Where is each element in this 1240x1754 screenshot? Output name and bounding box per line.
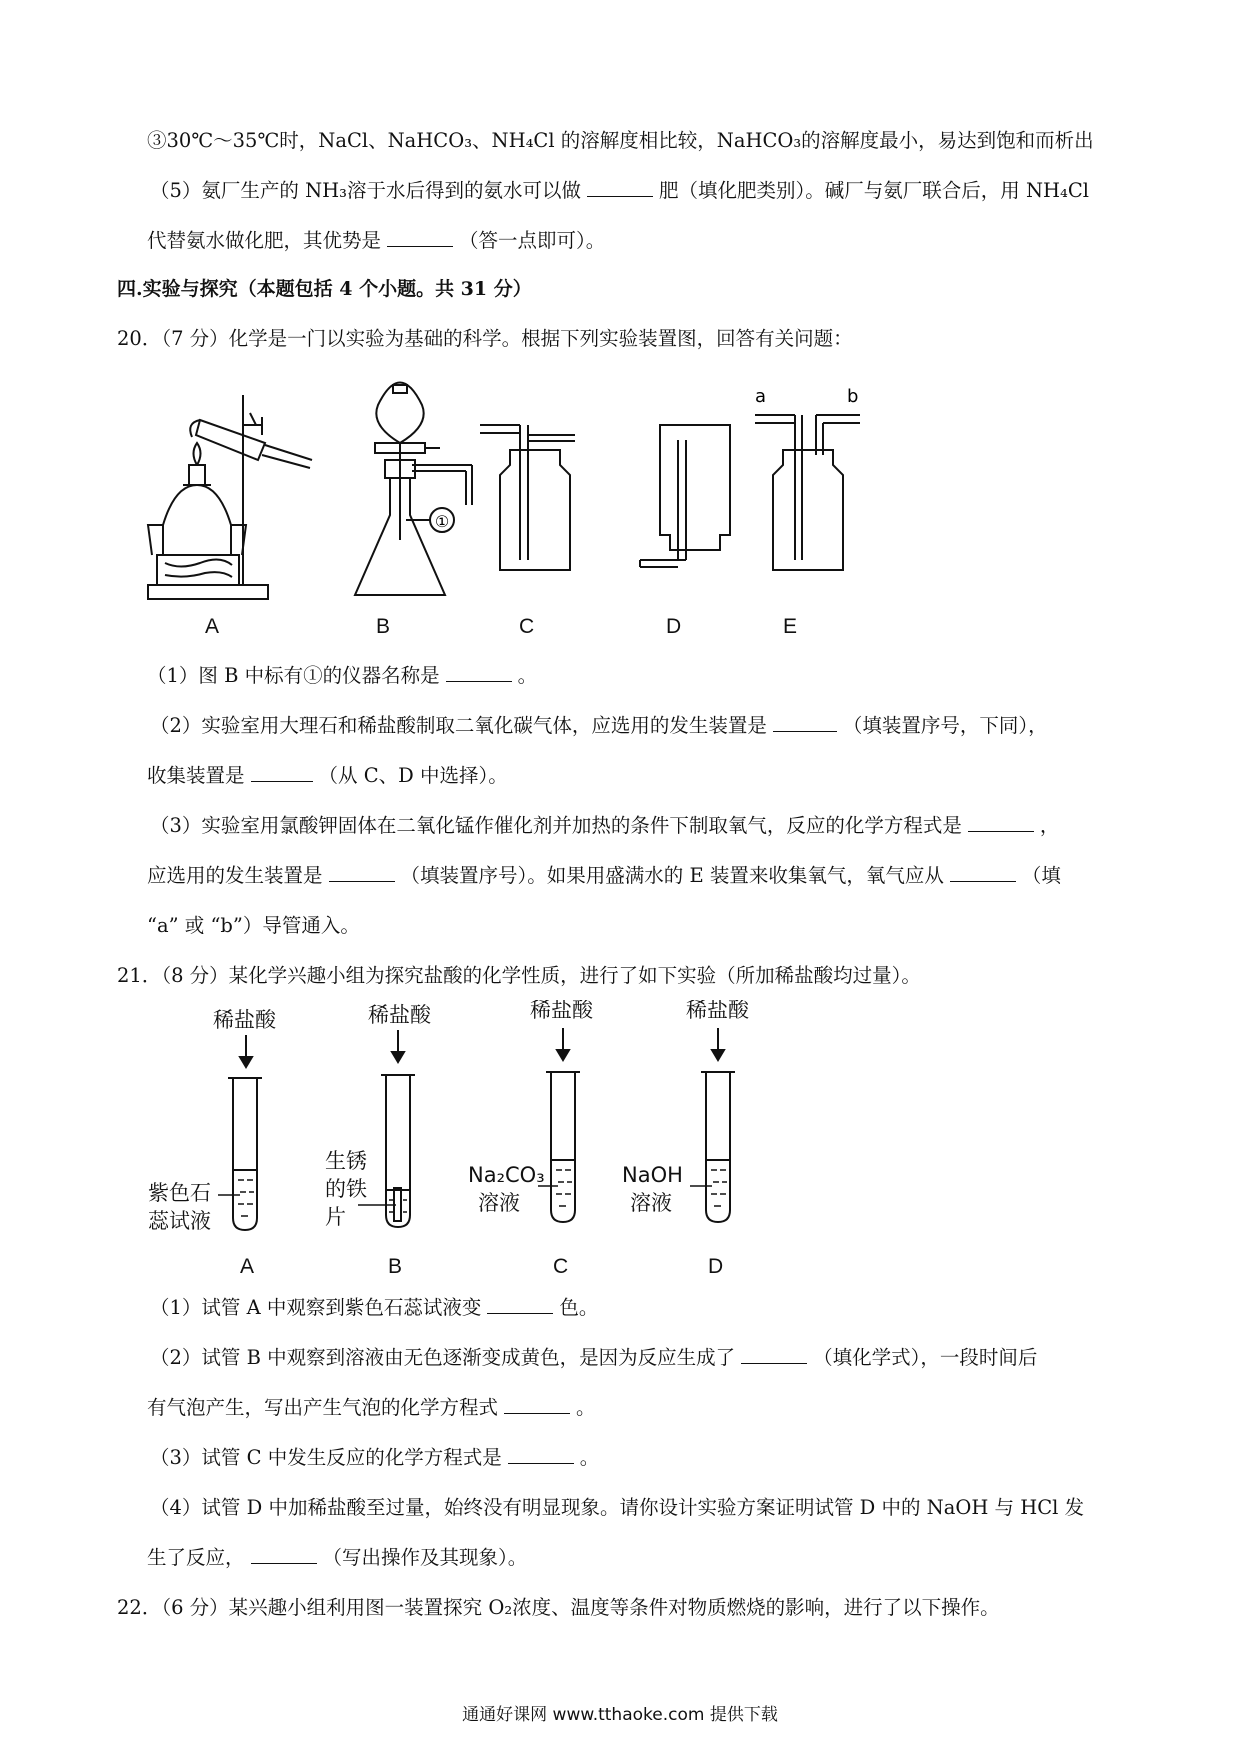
- label-port-a: a: [755, 386, 767, 407]
- q20-part-3-end: “a” 或 “b”）导管通入。: [147, 914, 360, 937]
- test-tube-figure: [0, 1000, 1240, 1300]
- text-line-3: [147, 228, 605, 254]
- acid-label-c: 稀盐酸: [530, 1000, 593, 1022]
- q21-2-text-b: （填化学式），一段时间后: [813, 1346, 1038, 1369]
- apparatus-label-d: D: [666, 615, 682, 638]
- q21-1-end: 色。: [559, 1296, 599, 1319]
- apparatus-label-e: E: [783, 615, 798, 638]
- question-21-stem: 21．（8 分）某化学兴趣小组为探究盐酸的化学性质，进行了如下实验（所加稀盐酸均过量）。: [117, 964, 921, 987]
- q19-5-text-c: 代替氨水做化肥，其优势是: [147, 229, 382, 252]
- answer-blank[interactable]: [968, 813, 1034, 832]
- reagent-c-line1: Na₂CO₃: [468, 1163, 545, 1187]
- apparatus-d: [640, 425, 730, 567]
- label-circle-1: ①: [434, 512, 450, 531]
- apparatus-label-a: A: [205, 615, 220, 638]
- answer-blank[interactable]: [387, 228, 453, 247]
- q20-part-2: [150, 713, 1048, 739]
- answer-blank[interactable]: [773, 713, 837, 732]
- tube-label-a: A: [240, 1255, 255, 1278]
- answer-blank[interactable]: [508, 1445, 574, 1464]
- q21-4-text-c: （写出操作及其现象）。: [322, 1546, 528, 1569]
- q20-2-text-d: （从 C、D 中选择）。: [318, 764, 508, 787]
- answer-blank[interactable]: [741, 1345, 807, 1364]
- test-tube-a: [233, 1078, 257, 1230]
- reagent-b-line1: 生锈: [325, 1149, 367, 1173]
- q20-1-end: 。: [517, 664, 538, 687]
- q21-part-3: [150, 1445, 599, 1471]
- q20-1-text: （1）图 B 中标有①的仪器名称是: [147, 664, 440, 687]
- q20-part-3-cont: [147, 863, 1061, 889]
- q20-3-text-d: （填装置序号）。如果用盛满水的 E 装置来收集氧气，氧气应从: [400, 864, 944, 887]
- tube-label-b: B: [388, 1255, 403, 1278]
- q21-2-end: 。: [576, 1396, 596, 1419]
- answer-blank[interactable]: [587, 178, 653, 197]
- apparatus-b: [355, 383, 472, 596]
- reagent-c-line2: 溶液: [478, 1191, 520, 1215]
- q21-4-text-b: 生了反应，: [147, 1546, 245, 1569]
- reagent-b-line2: 的铁: [325, 1177, 367, 1201]
- question-22-stem: 22．（6 分）某兴趣小组利用图一装置探究 O₂浓度、温度等条件对物质燃烧的影响，进行了以下操作。: [117, 1596, 1000, 1619]
- reagent-b-line3: 片: [325, 1205, 346, 1229]
- acid-label-a: 稀盐酸: [213, 1008, 276, 1032]
- q21-3-end: 。: [579, 1446, 600, 1469]
- reagent-a-line2: 蕊试液: [148, 1209, 211, 1233]
- q21-1-text: （1）试管 A 中观察到紫色石蕊试液变: [150, 1296, 482, 1319]
- apparatus-e: [755, 415, 860, 570]
- apparatus-label-c: C: [519, 615, 535, 638]
- q19-5-text-d: （答一点即可）。: [459, 229, 606, 252]
- reagent-d-line1: NaOH: [622, 1163, 683, 1187]
- q20-3-text-b: ，: [1039, 814, 1060, 837]
- test-tube-b: [386, 1075, 410, 1227]
- page-footer: 通通好课网 www.tthaoke.com 提供下载: [462, 1705, 778, 1725]
- q21-2-text-c: 有气泡产生，写出产生气泡的化学方程式: [147, 1396, 499, 1419]
- answer-blank[interactable]: [504, 1395, 570, 1414]
- q21-part-4-cont: [147, 1545, 527, 1571]
- q20-part-1: [147, 663, 537, 689]
- section-heading: 四.实验与探究（本题包括 4 个小题。共 31 分）: [117, 278, 532, 300]
- q19-5-text-b: 肥（填化肥类别）。碱厂与氨厂联合后，用 NH₄Cl: [659, 179, 1089, 202]
- q20-2-text-c: 收集装置是: [147, 764, 245, 787]
- q21-part-4: （4）试管 D 中加稀盐酸至过量，始终没有明显现象。请你设计实验方案证明试管 D 中的 NaOH 与 HCl 发: [150, 1496, 1085, 1519]
- test-tube-c: [551, 1072, 575, 1222]
- q21-3-text: （3）试管 C 中发生反应的化学方程式是: [150, 1446, 502, 1469]
- q21-part-1: [150, 1295, 598, 1321]
- apparatus-figure: [0, 365, 1240, 665]
- q20-part-2-cont: [147, 763, 508, 789]
- answer-blank[interactable]: [251, 1545, 317, 1564]
- answer-blank[interactable]: [950, 863, 1016, 882]
- text-line-1: ③30℃～35℃时，NaCl、NaHCO₃、NH₄Cl 的溶解度相比较，NaHCO₃的溶解度最小，易达到饱和而析出: [147, 129, 1094, 152]
- answer-blank[interactable]: [251, 763, 313, 782]
- q21-part-2-cont: [147, 1395, 596, 1421]
- q21-2-text: （2）试管 B 中观察到溶液由无色逐渐变成黄色，是因为反应生成了: [150, 1346, 736, 1369]
- q19-5-text-a: （5）氨厂生产的 NH₃溶于水后得到的氨水可以做: [150, 179, 581, 202]
- reagent-d-line2: 溶液: [630, 1191, 672, 1215]
- q20-3-text-c: 应选用的发生装置是: [147, 864, 323, 887]
- test-tube-d: [706, 1072, 730, 1222]
- q20-3-text: （3）实验室用氯酸钾固体在二氧化锰作催化剂并加热的条件下制取氧气，反应的化学方程式是: [150, 814, 962, 837]
- apparatus-a-base: [148, 585, 268, 599]
- q20-part-3: [150, 813, 1059, 839]
- question-20-stem: 20．（7 分）化学是一门以实验为基础的科学。根据下列实验装置图，回答有关问题：: [117, 327, 853, 350]
- answer-blank[interactable]: [487, 1295, 553, 1314]
- tube-label-d: D: [708, 1255, 724, 1278]
- reagent-a-line1: 紫色石: [148, 1181, 211, 1205]
- q20-3-text-e: （填: [1021, 864, 1061, 887]
- acid-label-b: 稀盐酸: [368, 1003, 431, 1027]
- q20-2-text: （2）实验室用大理石和稀盐酸制取二氧化碳气体，应选用的发生装置是: [150, 714, 767, 737]
- q20-2-text-b: （填装置序号，下同），: [842, 714, 1048, 737]
- acid-label-d: 稀盐酸: [686, 1000, 749, 1022]
- label-port-b: b: [847, 386, 859, 407]
- tube-label-c: C: [553, 1255, 569, 1278]
- answer-blank[interactable]: [446, 663, 512, 682]
- q21-part-2: [150, 1345, 1037, 1371]
- apparatus-label-b: B: [376, 615, 391, 638]
- answer-blank[interactable]: [329, 863, 395, 882]
- text-line-2: [150, 178, 1089, 204]
- apparatus-c: [480, 425, 575, 570]
